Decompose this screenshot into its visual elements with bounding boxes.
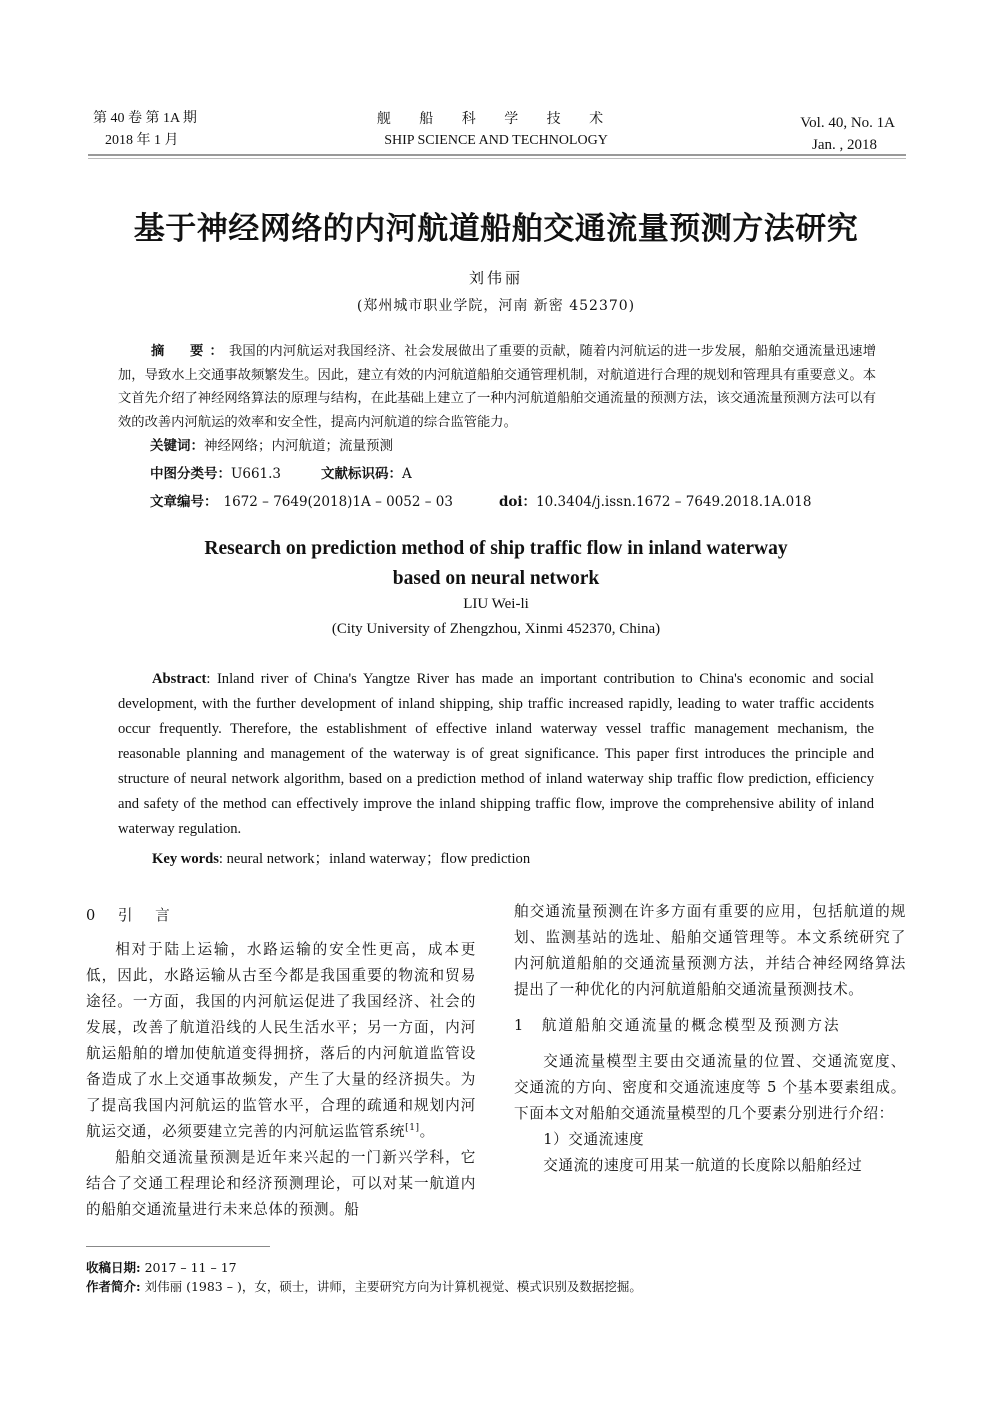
keywords-en-text: : neural network；inland waterway；flow prediction xyxy=(218,851,531,867)
received-label: 收稿日期: xyxy=(86,1260,141,1275)
abstract-cn-text: 我国的内河航运对我国经济、社会发展做出了重要的贡献，随着内河航运的进一步发展，船舶交通流量迅速增加，导致水上交通事故频繁发生。因此，建立有效的内河航道船舶交通管理机制，对航道进行合理的规划和管理具有重要意义。本文首先介绍了神经网络算法的原理与结构，在此基础上建立了一种内河航道船舶交通流量的预测方法，该交通流量预测方法可以有效的改善内河航运的效率和安全性，提高内河航道的综合监管能力。 xyxy=(118,344,876,430)
body-right-column xyxy=(514,899,906,1179)
journal-volume xyxy=(93,108,273,152)
issue-date-en: Jan. , 2018 xyxy=(812,137,877,153)
keywords-en xyxy=(152,847,530,868)
body-left-column xyxy=(86,899,476,1223)
clc-value: U661.3 xyxy=(231,466,282,482)
keywords-cn-text: 神经网络；内河航道；流量预测 xyxy=(204,438,393,454)
abstract-en-label: Abstract xyxy=(152,671,207,687)
journal-name-cn: 舰 船 科 学 技 术 xyxy=(376,111,616,127)
bio-text: 刘伟丽 (1983 – )，女，硕士，讲师，主要研究方向为计算机视觉、模式识别及数据挖掘。 xyxy=(140,1279,642,1294)
doi-label: doi： xyxy=(498,494,537,510)
abstract-en-text: : Inland river of China's Yangtze River has made an important contribution to China's economic and social development, with the further development of inland shipping, ship traffic increased rapidly, leading to water traffic accidents occur frequently. Therefore, the establishment of effective inland waterway vessel traffic management mechanism, the reasonable planning and management of the waterway is of great significance. This paper first introduces the principle and structure of neural network algorithm, based on a prediction method of inland waterway ship traffic flow prediction, efficiency and safety of the method can effectively improve the inland shipping traffic flow, improve the comprehensive ability of inland waterway regulation. xyxy=(118,671,874,837)
body-paragraph xyxy=(86,937,476,1145)
journal-name-en: SHIP SCIENCE AND TECHNOLOGY xyxy=(384,133,608,148)
classification-line xyxy=(150,462,890,486)
author-affiliation: (郑州城市职业学院，河南 新密 452370) xyxy=(356,298,636,314)
section-heading-0: 0 引 言 xyxy=(86,907,174,924)
clc-label: 中图分类号： xyxy=(150,466,231,482)
doc-code-label: 文献标识码： xyxy=(321,466,403,482)
title-en-line1: Research on prediction method of ship traffic flow in inland waterway xyxy=(204,538,788,559)
article-no-label: 文章编号： xyxy=(150,494,218,510)
subsection-heading: 1）交通流速度 xyxy=(543,1131,645,1148)
abstract-cn xyxy=(118,340,876,434)
keywords-en-label: Key words xyxy=(152,851,219,867)
author-name-en: LIU Wei-li xyxy=(463,596,529,612)
body-paragraph: 舶交通流量预测在许多方面有重要的应用，包括航道的规划、监测基站的选址、船舶交通管理等。本文系统研究了内河航道船舶的交通流量预测方法，并结合神经网络算法提出了一种优化的内河航道船舶交通流量预测技术。 xyxy=(514,903,906,998)
doi-value: 10.3404/j.issn.1672 – 7649.2018.1A.018 xyxy=(536,494,812,510)
article-no-value: 1672 – 7649(2018)1A – 0052 – 03 xyxy=(223,494,453,510)
citation-ref[interactable]: [1] xyxy=(405,1123,420,1134)
paragraph-end: 。 xyxy=(419,1123,435,1140)
header-rule xyxy=(88,154,906,156)
bio-label: 作者简介: xyxy=(86,1279,141,1294)
keywords-cn xyxy=(150,434,393,458)
volume-issue: 第 40 卷 第 1A 期 xyxy=(93,111,197,126)
issue-date-cn: 2018 年 1 月 xyxy=(105,133,179,148)
section-heading-1: 1 航道船舶交通流量的概念模型及预测方法 xyxy=(514,1017,841,1034)
header-rule-thin xyxy=(88,158,906,159)
footnote-rule xyxy=(86,1246,270,1247)
paper-title: 基于神经网络的内河航道船舶交通流量预测方法研究 xyxy=(133,211,859,247)
journal-name xyxy=(296,108,696,152)
author-bio xyxy=(86,1278,642,1296)
body-paragraph: 交通流的速度可用某一航道的长度除以船舶经过 xyxy=(543,1157,863,1174)
body-paragraph: 交通流量模型主要由交通流量的位置、交通流宽度、交通流的方向、密度和交通流速度等 5 个基本要素组成。下面本文对船舶交通流量模型的几个要素分别进行介绍： xyxy=(514,1053,906,1122)
received-date xyxy=(86,1259,237,1277)
paragraph-text: 相对于陆上运输，水路运输的安全性更高，成本更低，因此，水路运输从古至今都是我国重要的物流和贸易途径。一方面，我国的内河航运促进了我国经济、社会的发展，改善了航道沿线的人民生活水平；另一方面，内河航运船舶的增加使航道变得拥挤，落后的内河航道监管设备造成了水上交通事故频发，产生了大量的经济损失。为了提高我国内河航运的监管水平，合理的疏通和规划内河航运交通，必须要建立完善的内河航运监管系统 xyxy=(86,941,476,1140)
body-paragraph: 船舶交通流量预测是近年来兴起的一门新兴学科，它结合了交通工程理论和经济预测理论，可以对某一航道内的船舶交通流量进行未来总体的预测。船 xyxy=(86,1149,476,1218)
volume-issue-en: Vol. 40, No. 1A xyxy=(800,115,895,131)
author-affiliation-en: (City University of Zhengzhou, Xinmi 452370, China) xyxy=(331,621,661,637)
abstract-en xyxy=(118,667,874,842)
journal-volume-en xyxy=(720,112,895,156)
title-en-line2: based on neural network xyxy=(392,568,600,589)
doc-code-value: A xyxy=(402,466,412,482)
abstract-cn-label: 摘 要： xyxy=(151,344,229,359)
received-value: 2017 – 11 – 17 xyxy=(140,1260,237,1275)
paper-title-en xyxy=(120,534,872,594)
author-name: 刘伟丽 xyxy=(468,269,523,287)
keywords-cn-label: 关键词： xyxy=(150,438,204,454)
article-number-line xyxy=(150,490,890,514)
